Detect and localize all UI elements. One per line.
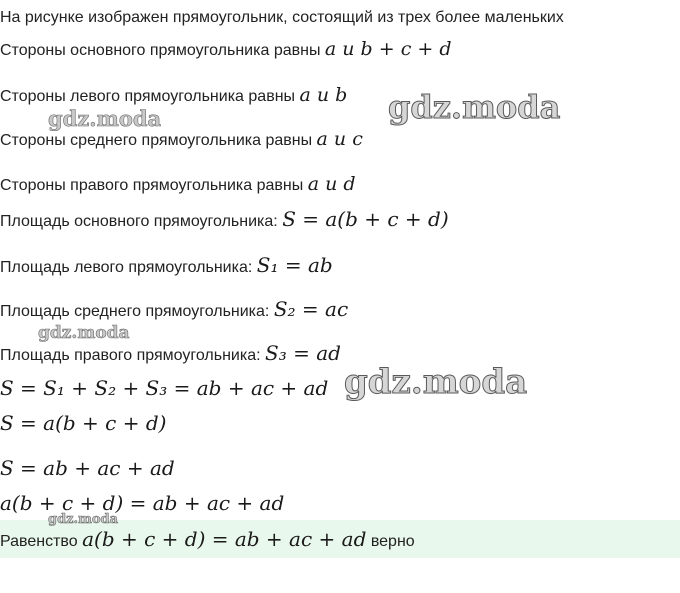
line-text: Стороны среднего прямоугольника равны (0, 132, 313, 149)
line-formula: a и b (299, 84, 348, 106)
line-text: Площадь среднего прямоугольника: (0, 303, 270, 320)
conclusion-verdict: верно (370, 533, 415, 550)
watermark-logo: gdz.moda (344, 362, 528, 402)
line-formula: S₃ = ad (265, 341, 341, 365)
right-rect-area (0, 342, 341, 367)
sum-of-areas (0, 377, 328, 402)
intro-text: На рисунке изображен прямоугольник, состоящий из трех более маленьких (0, 9, 564, 26)
area-sum-form (0, 457, 175, 482)
line-formula: S₁ = ab (256, 253, 333, 277)
left-rect-sides (0, 84, 347, 108)
line-text: Площадь левого прямоугольника: (0, 259, 253, 276)
watermark-logo: gdz.moda (388, 88, 561, 126)
watermark-logo: gdz.moda (48, 512, 119, 527)
main-rect-sides (0, 38, 452, 62)
line-formula: a и c (316, 128, 363, 150)
line-formula: S₂ = ac (273, 297, 349, 321)
line-formula: S = ab + ac + ad (0, 456, 175, 480)
distributive-identity (0, 492, 284, 517)
line-formula: S = a(b + c + d) (0, 411, 167, 435)
middle-rect-area (0, 298, 348, 323)
line-formula: a и d (307, 173, 356, 195)
line-text: Площадь основного прямоугольника: (0, 213, 278, 230)
conclusion-formula: a(b + c + d) = ab + ac + ad (82, 527, 367, 551)
line-formula: S = S₁ + S₂ + S₃ = ab + ac + ad (0, 376, 329, 400)
line-formula: a и b + c + d (324, 38, 452, 60)
middle-rect-sides (0, 128, 363, 152)
watermark-logo: gdz.moda (48, 106, 162, 131)
line-formula: S = a(b + c + d) (282, 207, 449, 231)
conclusion-text: Равенство (0, 533, 78, 550)
problem-intro (0, 7, 564, 29)
area-product-form (0, 412, 166, 437)
line-text: Стороны основного прямоугольника равны (0, 42, 321, 59)
watermark-logo: gdz.moda (38, 323, 130, 343)
right-rect-sides (0, 173, 356, 197)
line-text: Стороны левого прямоугольника равны (0, 88, 296, 105)
main-rect-area (0, 208, 449, 233)
left-rect-area (0, 254, 333, 279)
line-formula: a(b + c + d) = ab + ac + ad (0, 491, 285, 515)
conclusion (0, 528, 415, 553)
line-text: Стороны правого прямоугольника равны (0, 177, 304, 194)
line-text: Площадь правого прямоугольника: (0, 347, 261, 364)
